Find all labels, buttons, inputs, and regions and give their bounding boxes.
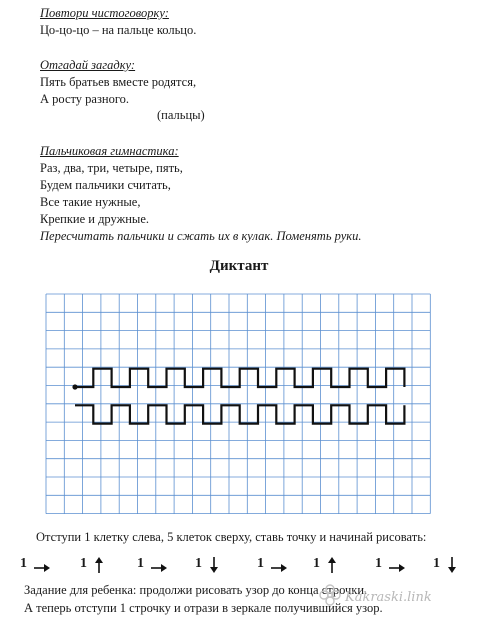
step-count: 1 [20,556,27,571]
finger-gym-instruction: Пересчитать пальчики и сжать их в кулак. Поменять руки. [40,229,362,243]
riddle-line-2: А росту разного. [40,92,130,106]
arrow-up-icon [94,557,104,573]
step-count: 1 [137,556,144,571]
finger-gym-line-1: Раз, два, три, четыре, пять, [40,161,183,175]
arrow-right-icon [271,563,287,573]
arrow-up-icon [327,557,337,573]
tongue-twister-text: Цо-цо-цо – на пальце кольцо. [40,23,197,37]
finger-gym-line-3: Все такие нужные, [40,195,141,209]
finger-gym-line-4: Крепкие и дружные. [40,212,150,226]
pattern-upper-row [75,369,404,387]
step-count: 1 [313,556,320,571]
arrow-right-icon [151,563,167,573]
task-line-2: А теперь отступи 1 строчку и отрази в зеркале получившийся узор. [24,601,383,615]
dictation-title: Диктант [209,258,269,274]
flower-logo-icon [318,583,342,607]
step-count: 1 [257,556,264,571]
grid-lines [46,294,430,514]
site-watermark: Kakraski.link [345,590,432,605]
pattern-mirror-row [75,405,404,423]
tongue-twister-header: Повтори чистоговорку: [40,6,169,20]
riddle-line-1: Пять братьев вместе родятся, [40,75,197,89]
step-count: 1 [80,556,87,571]
arrow-right-icon [389,563,405,573]
arrow-right-icon [34,563,50,573]
finger-gym-line-2: Будем пальчики считать, [40,178,171,192]
riddle-header: Отгадай загадку: [40,58,136,72]
finger-gym-header: Пальчиковая гимнастика: [40,144,179,158]
riddle-answer: (пальцы) [157,108,205,122]
dictation-instruction: Отступи 1 клетку слева, 5 клеток сверху, ставь точку и начинай рисовать: [36,530,427,544]
arrow-down-icon [209,557,219,573]
task-line-1: Задание для ребенка: продолжи рисовать узор до конца строчки. [24,583,368,597]
step-count: 1 [433,556,440,571]
step-count: 1 [195,556,202,571]
step-count: 1 [375,556,382,571]
arrow-down-icon [447,557,457,573]
